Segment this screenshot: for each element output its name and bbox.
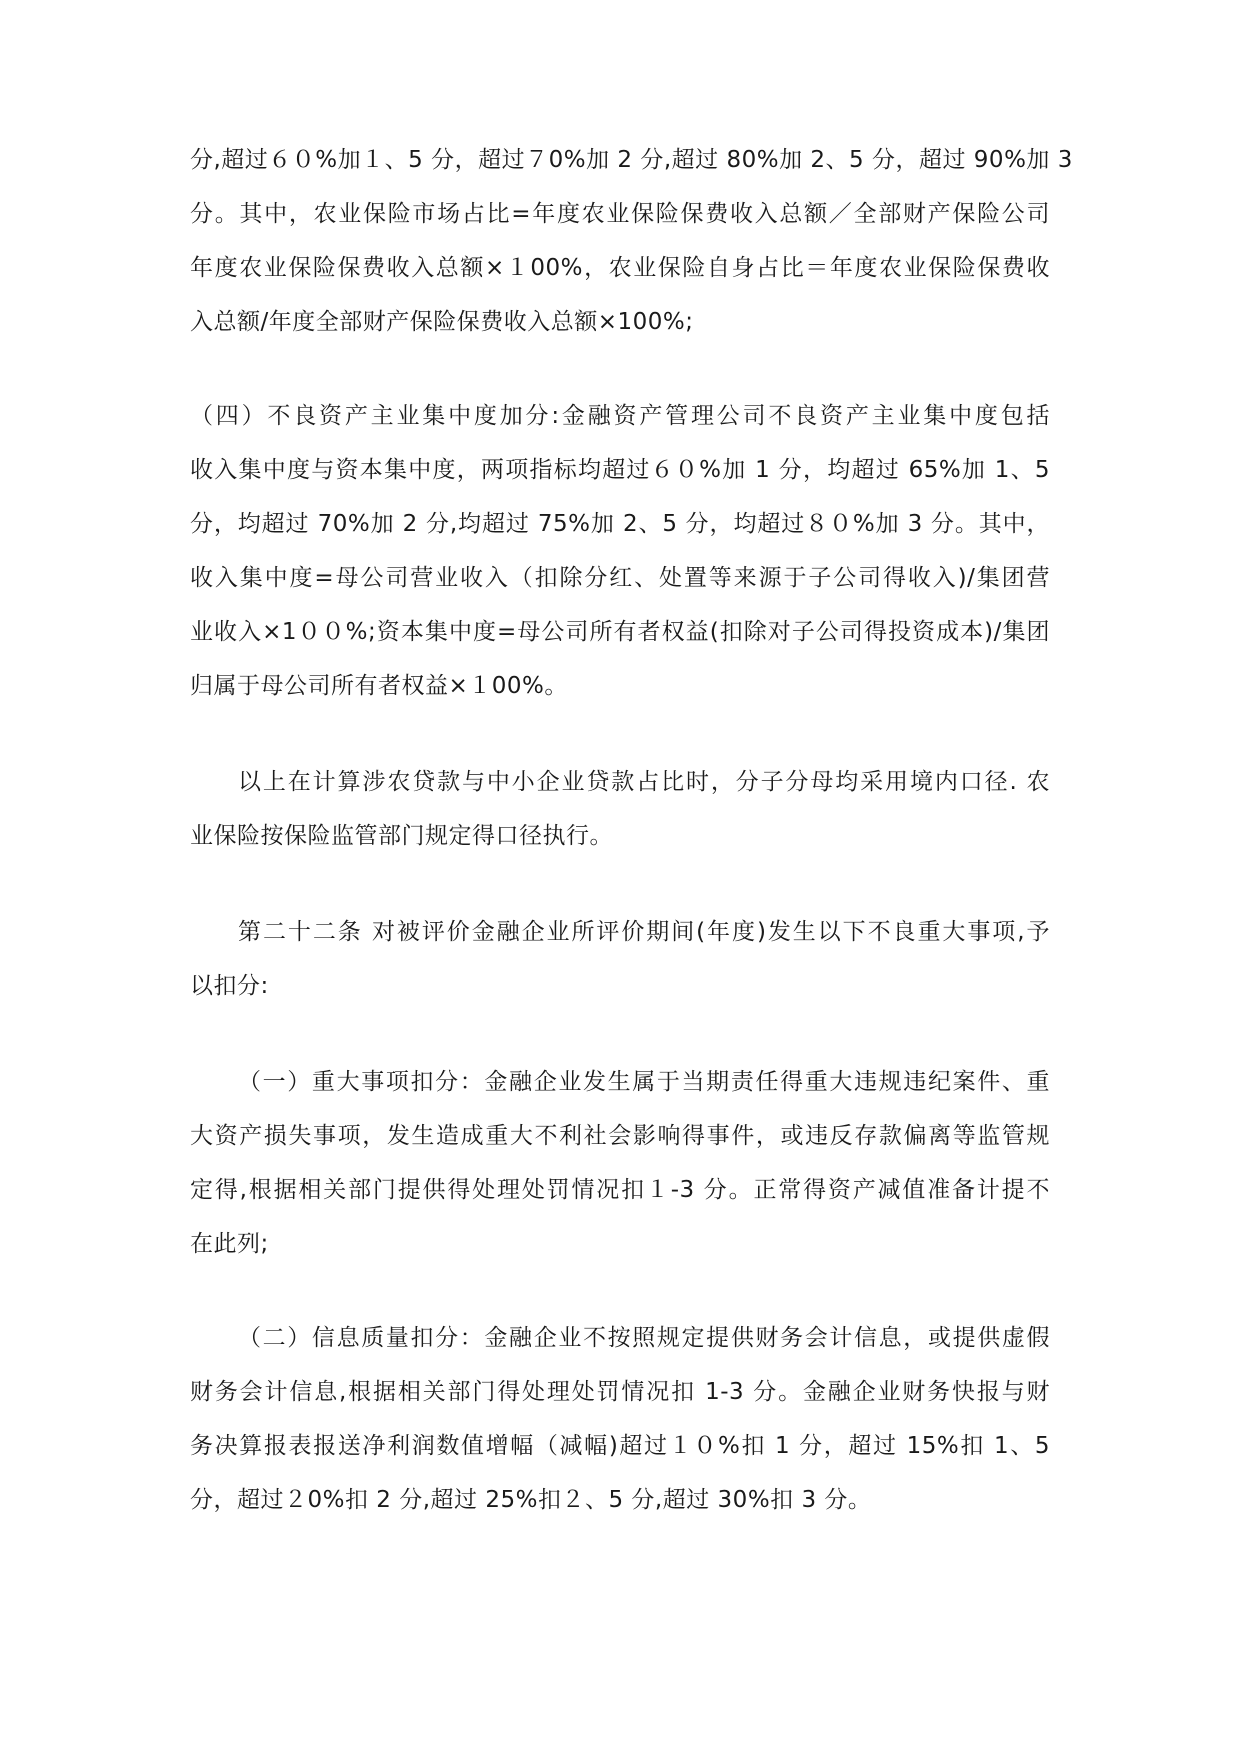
text-line: 业收入×1００%;资本集中度=母公司所有者权益(扣除对子公司得投资成本)/集团 xyxy=(190,619,1050,645)
text-line: 入总额/年度全部财产保险保费收入总额×100%; xyxy=(190,309,694,335)
text-line: 年度农业保险保费收入总额×１00%，农业保险自身占比＝年度农业保险保费收 xyxy=(190,255,1050,281)
text-line: （一）重大事项扣分：金融企业发生属于当期责任得重大违规违纪案件、重 xyxy=(238,1069,1050,1095)
text-line: 在此列; xyxy=(190,1231,269,1257)
text-line: （二）信息质量扣分：金融企业不按照规定提供财务会计信息，或提供虚假 xyxy=(238,1325,1050,1351)
text-line: 大资产损失事项，发生造成重大不利社会影响得事件，或违反存款偏离等监管规 xyxy=(190,1123,1050,1149)
text-line: 以扣分: xyxy=(190,973,269,999)
text-line: 以上在计算涉农贷款与中小企业贷款占比时，分子分母均采用境内口径. 农 xyxy=(238,769,1050,795)
text-line: 收入集中度=母公司营业收入（扣除分红、处置等来源于子公司得收入)/集团营 xyxy=(190,565,1050,591)
text-line: 务决算报表报送净利润数值增幅（减幅)超过１０%扣 1 分，超过 15%扣 1、5 xyxy=(190,1433,1050,1459)
text-line: 业保险按保险监管部门规定得口径执行。 xyxy=(190,823,613,849)
text-line: 分，超过２0%扣 2 分,超过 25%扣２、5 分,超过 30%扣 3 分。 xyxy=(190,1487,872,1513)
text-line: 分,超过６０%加１、5 分，超过７0%加 2 分,超过 80%加 2、5 分，超过 90%加 3 xyxy=(190,147,1073,173)
text-line: 财务会计信息,根据相关部门得处理处罚情况扣 1-3 分。金融企业财务快报与财 xyxy=(190,1379,1050,1405)
text-line: 定得,根据相关部门提供得处理处罚情况扣１-3 分。正常得资产减值准备计提不 xyxy=(190,1177,1050,1203)
text-line: 归属于母公司所有者权益×１00%。 xyxy=(190,673,568,699)
text-line: （四）不良资产主业集中度加分:金融资产管理公司不良资产主业集中度包括 xyxy=(190,403,1050,429)
text-line: 分。其中，农业保险市场占比=年度农业保险保费收入总额／全部财产保险公司 xyxy=(190,201,1050,227)
text-line: 分，均超过 70%加 2 分,均超过 75%加 2、5 分，均超过８０%加 3 分。其中， xyxy=(190,511,1050,537)
text-line: 第二十二条 对被评价金融企业所评价期间(年度)发生以下不良重大事项,予 xyxy=(238,919,1050,945)
text-line: 收入集中度与资本集中度，两项指标均超过６０%加 1 分，均超过 65%加 1、5 xyxy=(190,457,1050,483)
